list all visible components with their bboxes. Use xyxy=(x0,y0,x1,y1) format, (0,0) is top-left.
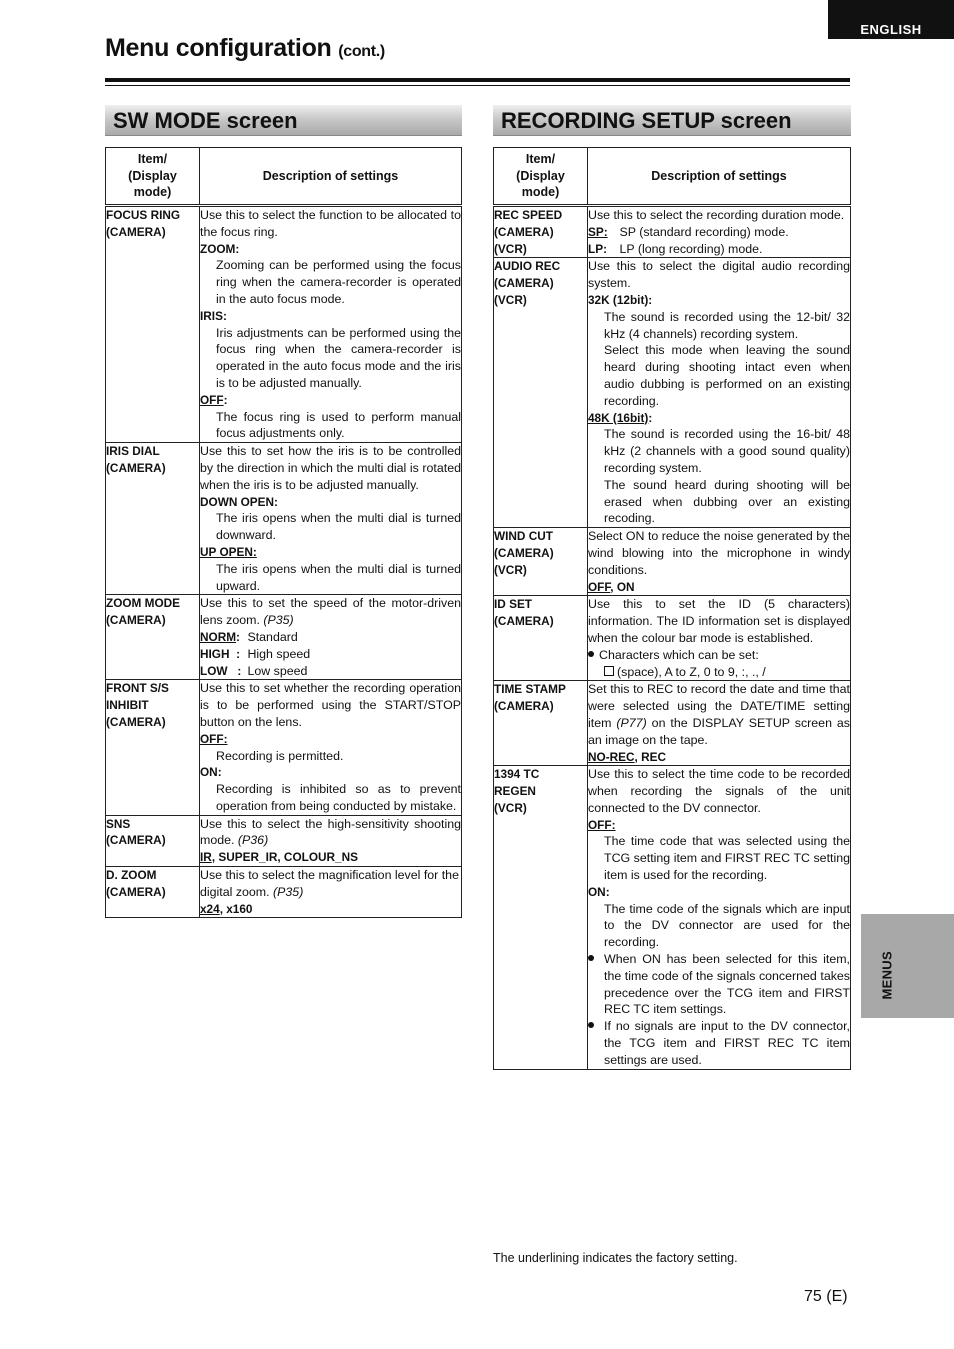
item-name: D. ZOOM (CAMERA) xyxy=(106,867,200,918)
table-row-zoom-mode xyxy=(106,595,462,680)
table-row-front-ss-inhibit xyxy=(106,680,462,815)
page-title-text: Menu configuration xyxy=(105,34,332,62)
sw-mode-table xyxy=(105,147,462,918)
item-name: FRONT S/S INHIBIT (CAMERA) xyxy=(106,680,200,815)
item-description: Use this to select the digital audio recording system. 32K (12bit): The sound is recorded using the 12-bit/ 32 kHz (4 channels) recording system. Select this mode when leaving the sound heard during shooting intact even when audio dubbing is performed on an existing recording. 48K (16bit): The sound is recorded using the 16-bit/ 48 kHz (2 channels with a good sound quality) recording system. The sound heard during shooting will be erased when dubbing over an existing recoding. xyxy=(588,258,851,528)
bullet-icon xyxy=(588,1018,604,1035)
table-header-row xyxy=(106,148,462,206)
table-row-id-set xyxy=(494,596,851,681)
page-title xyxy=(105,34,385,63)
item-name: ID SET (CAMERA) xyxy=(494,596,588,681)
sw-mode-heading: SW MODE screen xyxy=(105,105,462,136)
recording-setup-heading: RECORDING SETUP screen xyxy=(493,105,851,136)
language-tab: ENGLISH xyxy=(828,0,954,39)
footnote: The underlining indicates the factory setting. xyxy=(493,1251,738,1265)
item-name: AUDIO REC (CAMERA) (VCR) xyxy=(494,258,588,528)
space-box-icon xyxy=(604,666,614,676)
table-row-wind-cut xyxy=(494,528,851,596)
menus-side-tab: MENUS xyxy=(861,914,954,1018)
item-name: IRIS DIAL (CAMERA) xyxy=(106,443,200,595)
column-header-item: Item/ (Display mode) xyxy=(494,148,588,206)
column-header-description: Description of settings xyxy=(200,148,462,206)
item-description: Use this to set whether the recording operation is to be performed using the START/STOP button on the lens. OFF: Recording is permitted. ON: Recording is inhibited so as to prevent operation from being conducted by mistake. xyxy=(200,680,462,815)
item-description: Set this to REC to record the date and time that were selected using the DATE/TIME setting item (P77) on the DISPLAY SETUP screen as an image on the tape. NO-REC, REC xyxy=(588,681,851,766)
table-row-rec-speed xyxy=(494,206,851,258)
item-name: FOCUS RING (CAMERA) xyxy=(106,206,200,443)
table-row-audio-rec xyxy=(494,258,851,528)
item-name: REC SPEED (CAMERA) (VCR) xyxy=(494,206,588,258)
table-row-d-zoom xyxy=(106,867,462,918)
item-description: Use this to set the ID (5 characters) information. The ID information set is displayed when the colour bar mode is established. Characters which can be set: (space), A to Z, 0 to 9, :, ., / xyxy=(588,596,851,681)
table-row-time-stamp xyxy=(494,681,851,766)
page-number: 75 (E) xyxy=(804,1288,848,1305)
page-title-suffix: (cont.) xyxy=(338,43,385,60)
item-description: Use this to select the time code to be recorded when recording the signals of the unit connected to the DV connector. OFF: The time code that was selected using the TCG setting item and FIRST REC TC setting item is used for the recording. ON: The time code of the signals which are input to the DV connector are used for the recording. When ON has been selected for this item, the time code of the signals concerned takes precedence over the TCG item and FIRST REC TC item settings. If no signals are input to the DV connector, the TCG item and FIRST REC TC item settings are used. xyxy=(588,766,851,1069)
recording-setup-table xyxy=(493,147,851,1070)
title-rule-thick xyxy=(105,78,850,82)
item-name: SNS (CAMERA) xyxy=(106,815,200,866)
item-name: TIME STAMP (CAMERA) xyxy=(494,681,588,766)
table-row-sns xyxy=(106,815,462,866)
table-header-row xyxy=(494,148,851,206)
table-row-iris-dial xyxy=(106,443,462,595)
item-description: Use this to select the function to be allocated to the focus ring. ZOOM: Zooming can be performed using the focus ring when the camera-recorder is operated in the auto focus mode. IRIS: Iris adjustments can be performed using the focus ring when the camera-recorder is operated in the auto focus mode and the iris is to be adjusted manually. OFF: The focus ring is used to perform manual focus adjustments only. xyxy=(200,206,462,443)
item-name: ZOOM MODE (CAMERA) xyxy=(106,595,200,680)
table-row-focus-ring xyxy=(106,206,462,443)
column-header-item: Item/ (Display mode) xyxy=(106,148,200,206)
item-description: Use this to select the magnification level for the digital zoom. (P35) x24, x160 xyxy=(200,867,462,918)
item-description: Select ON to reduce the noise generated by the wind blowing into the microphone in windy conditions. OFF, ON xyxy=(588,528,851,596)
title-rule-thin xyxy=(105,85,850,86)
bullet-icon xyxy=(588,647,599,664)
item-name: WIND CUT (CAMERA) (VCR) xyxy=(494,528,588,596)
item-name: 1394 TC REGEN (VCR) xyxy=(494,766,588,1069)
item-description: Use this to select the high-sensitivity shooting mode. (P36) IR, SUPER_IR, COLOUR_NS xyxy=(200,815,462,866)
item-description: Use this to select the recording duration mode. SP: SP (standard recording) mode. LP: LP (long recording) mode. xyxy=(588,206,851,258)
column-header-description: Description of settings xyxy=(588,148,851,206)
bullet-icon xyxy=(588,951,604,968)
table-row-1394-tc-regen xyxy=(494,766,851,1069)
item-description: Use this to set how the iris is to be controlled by the direction in which the multi dial is rotated when the iris is to be adjusted manually. DOWN OPEN: The iris opens when the multi dial is turned downward. UP OPEN: The iris opens when the multi dial is turned upward. xyxy=(200,443,462,595)
item-description: Use this to set the speed of the motor-driven lens zoom. (P35) NORM: Standard HIGH : High speed LOW : Low speed xyxy=(200,595,462,680)
